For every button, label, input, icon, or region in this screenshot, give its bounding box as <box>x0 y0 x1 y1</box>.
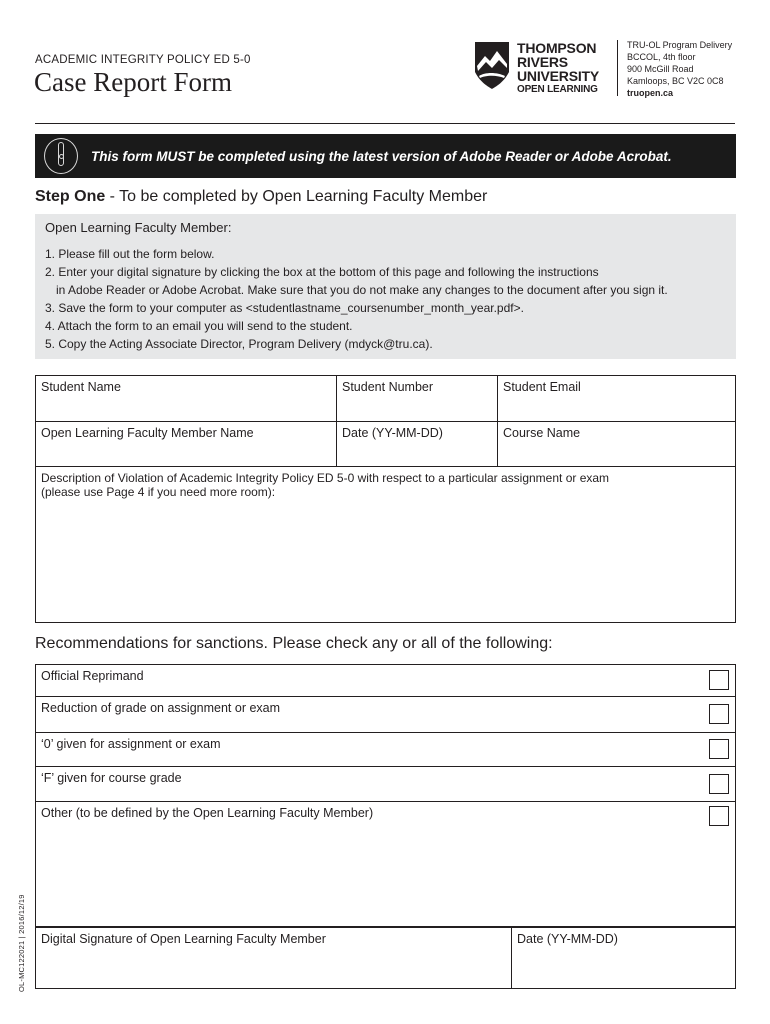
violation-description-field[interactable] <box>36 467 735 622</box>
sanction-label: ‘F’ given for course grade <box>41 771 182 785</box>
logo-mark-icon <box>473 40 511 90</box>
table-row <box>36 422 735 467</box>
student-name-label: Student Name <box>41 380 121 394</box>
logo-line-4: OPEN LEARNING <box>517 84 598 95</box>
violation-description-label: Description of Violation of Academic Integrity Policy ED 5-0 with respect to a particular assignment or exam <box>41 471 610 485</box>
address-line-3: 900 McGill Road <box>627 64 694 74</box>
address-line-4: Kamloops, BC V2C 0C8 <box>627 76 724 86</box>
notice-banner <box>35 134 736 178</box>
website-link[interactable]: truopen.ca <box>627 88 674 98</box>
student-email-label: Student Email <box>503 380 581 394</box>
signature-date-field[interactable] <box>512 928 735 988</box>
faculty-name-label: Open Learning Faculty Member Name <box>41 426 254 440</box>
list-item <box>36 733 735 767</box>
instruction-item: 5. Copy the Acting Associate Director, Program Delivery (mdyck@tru.ca). <box>45 337 433 351</box>
sanction-label: Official Reprimand <box>41 669 144 683</box>
step-heading <box>35 188 487 206</box>
logo-line-1: THOMPSON <box>517 40 597 56</box>
instructions-box <box>35 214 736 359</box>
address-line-1: TRU-OL Program Delivery <box>627 40 733 50</box>
logo-line-2: RIVERS <box>517 54 568 70</box>
page-title: Case Report Form <box>34 67 232 97</box>
digital-signature-field[interactable] <box>36 928 512 988</box>
student-email-field[interactable] <box>498 376 735 421</box>
signature-date-label: Date (YY-MM-DD) <box>517 932 618 946</box>
sanctions-heading: Recommendations for sanctions. Please check any or all of the following: <box>35 635 553 652</box>
exclamation-icon <box>44 138 78 174</box>
header-divider <box>35 123 735 124</box>
student-info-table <box>35 375 736 623</box>
instructions-list <box>45 245 726 353</box>
instruction-item: 3. Save the form to your computer as <studentlastname_coursenumber_month_year.pdf>. <box>45 301 524 315</box>
zero-grade-checkbox[interactable] <box>709 739 729 759</box>
address-line-2: BCCOL, 4th floor <box>627 52 696 62</box>
student-name-field[interactable] <box>36 376 337 421</box>
course-name-field[interactable] <box>498 422 735 466</box>
grade-reduction-checkbox[interactable] <box>709 704 729 724</box>
date-label: Date (YY-MM-DD) <box>342 426 443 440</box>
student-number-field[interactable] <box>337 376 498 421</box>
table-row <box>36 376 735 422</box>
list-item <box>36 665 735 697</box>
sanction-label: Other (to be defined by the Open Learning Faculty Member) <box>41 806 374 820</box>
course-name-label: Course Name <box>503 426 581 440</box>
list-item <box>36 697 735 733</box>
student-number-label: Student Number <box>342 380 434 394</box>
official-reprimand-checkbox[interactable] <box>709 670 729 690</box>
instruction-item: 1. Please fill out the form below. <box>45 247 215 261</box>
sanctions-checklist <box>35 664 736 927</box>
logo-wordmark <box>517 41 599 97</box>
table-row <box>36 467 735 622</box>
list-item <box>36 802 735 926</box>
instruction-item: 4. Attach the form to an email you will send to the student. <box>45 319 353 333</box>
logo-divider <box>617 40 618 96</box>
sanction-label: Reduction of grade on assignment or exam <box>41 701 281 715</box>
logo-line-3: UNIVERSITY <box>517 68 600 84</box>
sanction-label: ‘0’ given for assignment or exam <box>41 737 221 751</box>
instruction-item: 2. Enter your digital signature by clicking the box at the bottom of this page and following the instructions <box>45 265 599 279</box>
other-sanction-checkbox[interactable] <box>709 806 729 826</box>
faculty-name-field[interactable] <box>36 422 337 466</box>
f-grade-checkbox[interactable] <box>709 774 729 794</box>
instruction-item: in Adobe Reader or Adobe Acrobat. Make sure that you do not make any changes to the document after you sign it. <box>56 283 668 297</box>
instructions-heading: Open Learning Faculty Member: <box>45 220 232 235</box>
violation-description-note: (please use Page 4 if you need more room): <box>41 485 276 499</box>
university-logo <box>473 40 608 100</box>
form-code: OL-MC122021 | 2016/12/19 <box>17 894 26 992</box>
list-item <box>36 767 735 802</box>
step-label: Step One <box>35 188 106 205</box>
signature-row <box>35 927 736 989</box>
step-description: - To be completed by Open Learning Faculty Member <box>105 188 488 205</box>
date-field[interactable] <box>337 422 498 466</box>
page-header-subtitle: ACADEMIC INTEGRITY POLICY ED 5-0 <box>35 54 251 66</box>
digital-signature-label: Digital Signature of Open Learning Faculty Member <box>41 932 326 946</box>
address-block <box>627 39 732 99</box>
notice-text: This form MUST be completed using the latest version of Adobe Reader or Adobe Acrobat. <box>91 149 672 164</box>
